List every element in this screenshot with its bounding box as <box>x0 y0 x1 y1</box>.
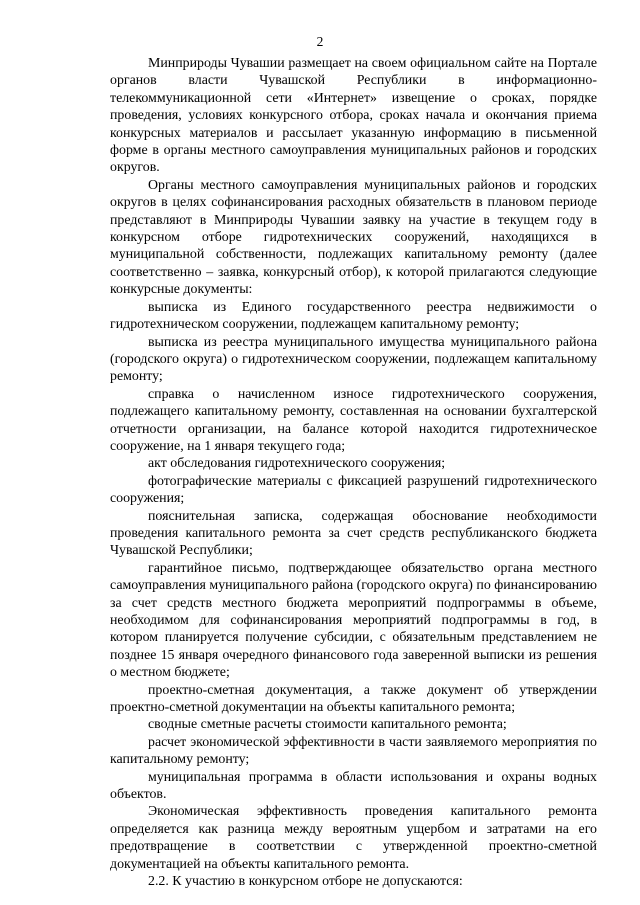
document-body <box>110 55 597 891</box>
list-item-real-estate-extract: выписка из Единого государственного реестра недвижимости о гидротехническом сооружении, подлежащем капитальному ремонту; <box>110 299 597 333</box>
list-item-cost-estimates: сводные сметные расчеты стоимости капитального ремонта; <box>148 717 507 733</box>
list-item-municipal-program: муниципальная программа в области использования и охраны водных объектов. <box>110 769 597 803</box>
list-item-municipal-registry-extract: выписка из реестра муниципального имущества муниципального района (городского округа) о гидротехническом сооружении, подлежащем капитальному ремонту; <box>110 334 597 385</box>
list-item-depreciation-certificate: справка о начисленном износе гидротехнического сооружения, подлежащего капитальному ремонту, составленная на основании бухгалтерской отчетности организации, на балансе которой находится гидротехническое сооружение, на 1 января текущего года; <box>110 386 597 454</box>
list-item-photographic-materials: фотографические материалы с фиксацией разрушений гидротехнического сооружения; <box>110 473 597 507</box>
list-item-explanatory-note: пояснительная записка, содержащая обоснование необходимости проведения капитального ремонта за счет средств республиканского бюджета Чувашской Республики; <box>110 508 597 559</box>
list-item-economic-efficiency-calculation: расчет экономической эффективности в части заявляемого мероприятия по капитальному ремонту; <box>110 734 597 768</box>
list-item-inspection-act: акт обследования гидротехнического сооружения; <box>148 456 446 472</box>
list-item-guarantee-letter: гарантийное письмо, подтверждающее обязательство органа местного самоуправления муниципального района (городского округа) по финансированию за счет средств местного бюджета мероприятий подпрограммы в объеме, необходимом для софинансирования мероприятий подпрограммы в год, в котором планируется получение субсидии, с обязательным представлением не позднее 15 января очередного финансового года заверенной выписки из решения о местном бюджете; <box>110 560 597 681</box>
paragraph-economic-efficiency-definition: Экономическая эффективность проведения капитального ремонта определяется как разница между вероятным ущербом и затратами на его предотвращение в соответствии с утвержденной проектно-сметной документацией на объекты капитального ремонта. <box>110 804 597 872</box>
paragraph-publication-notice: Минприроды Чувашии размещает на своем официальном сайте на Портале органов власти Чувашской Республики в информационно-телекоммуникационной сети «Интернет» извещение о сроках, порядке проведения, условиях конкурсного отбора, сроках начала и окончания приема конкурсных материалов и рассылает указанную информацию в письменной форме в органы местного самоуправления муниципальных районов и городских округов. <box>110 56 597 176</box>
list-item-design-estimate-documentation: проектно-сметная документация, а также документ об утверждении проектно-сметной документации на объекты капитального ремонта; <box>110 682 597 716</box>
section-2-2-heading: 2.2. К участию в конкурсном отборе не допускаются: <box>148 874 463 890</box>
page-number: 2 <box>316 34 324 49</box>
paragraph-application-submission: Органы местного самоуправления муниципальных районов и городских округов в целях софинансирования расходных обязательств в плановом периоде представляют в Минприроды Чувашии заявку на участие в текущем году в конкурсном отборе гидротехнических сооружений, находящихся в муниципальной собственности, подлежащих капитальному ремонту (далее соответственно – заявка, конкурсный отбор), к которой прилагаются следующие конкурсные документы: <box>110 177 597 298</box>
